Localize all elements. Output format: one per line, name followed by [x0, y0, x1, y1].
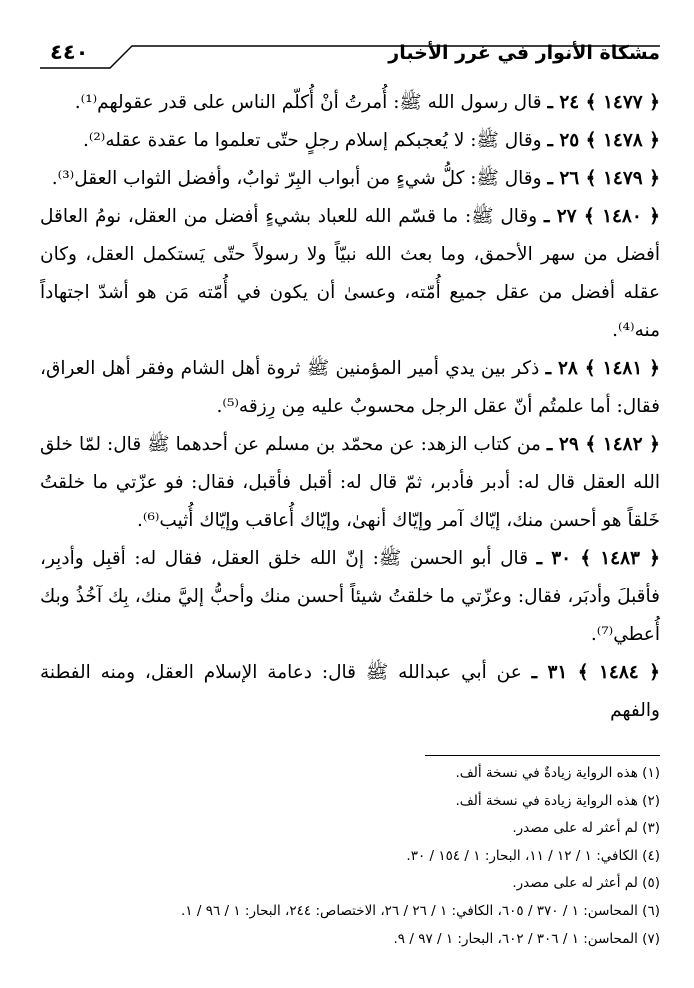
- footnote: (٥) لم أعثر له على مصدر.: [512, 875, 660, 892]
- main-text: [40, 84, 660, 730]
- hadith-entry: [40, 198, 660, 350]
- footnote: (٧) المحاسن: ١ / ٣٠٦ / ٦٠٢، البحار: ١ / ٩٧ / ٩.: [393, 930, 660, 947]
- hadith-text: وقال ﷺ: لا يُعجبكم إسلام رجلٍ حتّى تعلموا ما عقدة عقله⁽²⁾.: [82, 130, 542, 151]
- hadith-number: ﴿ ١٤٨٠ ﴾ ٢٧ ـ: [543, 206, 660, 227]
- running-title: مشكاة الأنوار في غرر الأخبار: [388, 42, 660, 64]
- hadith-text: ذكر بين يدي أمير المؤمنين ﷺ ثروة أهل الشام وفقر أهل العراق، فقال: أما علمتُم أنّ عقل الرجل محسوبٌ عليه مِن رِزقه⁽⁵⁾.: [40, 358, 660, 417]
- hadith-number: ﴿ ١٤٨٢ ﴾ ٢٩ ـ: [546, 434, 660, 455]
- hadith-number: ﴿ ١٤٧٩ ﴾ ٢٦ ـ: [547, 168, 660, 189]
- hadith-entry: [40, 426, 660, 540]
- hadith-text: وقال ﷺ: كلُّ شيءٍ من أبواب البِرّ ثوابٌ، وأفضل الثواب العقل⁽³⁾.: [51, 168, 542, 189]
- hadith-number: ﴿ ١٤٨٤ ﴾ ٣١ ـ: [531, 662, 660, 683]
- footnote: (٣) لم أعثر له على مصدر.: [512, 820, 660, 837]
- hadith-number: ﴿ ١٤٨٣ ﴾ ٣٠ ـ: [536, 548, 660, 569]
- page-number: ٤٤٠: [50, 40, 89, 64]
- hadith-text: عن أبي عبدالله ﷺ قال: دعامة الإسلام العقل، ومنه الفطنة والفهم: [40, 662, 660, 721]
- hadith-entry: [40, 122, 660, 160]
- hadith-number: ﴿ ١٤٧٨ ﴾ ٢٥ ـ: [547, 130, 660, 151]
- footnote: (١) هذه الرواية زيادةٌ في نسخة ألف.: [455, 765, 660, 781]
- hadith-entry: [40, 84, 660, 122]
- footnote-separator: [425, 755, 660, 756]
- hadith-entry: [40, 350, 660, 426]
- hadith-entry: [40, 654, 660, 730]
- page-header: [40, 38, 660, 74]
- hadith-entry: [40, 160, 660, 198]
- hadith-number: ﴿ ١٤٧٧ ﴾ ٢٤ ـ: [547, 92, 660, 113]
- footnote: (٤) الكافي: ١ / ١٢ / ١١، البحار: ١ / ١٥٤ / ٣٠.: [406, 847, 660, 864]
- hadith-entry: [40, 540, 660, 654]
- footnote: (٢) هذه الرواية زيادة في نسخة ألف.: [455, 792, 660, 809]
- hadith-text: قال رسول الله ﷺ: أُمرتُ أنْ أُكلّم الناس على قدر عقولهم⁽¹⁾.: [74, 92, 542, 113]
- footnotes: [40, 755, 660, 953]
- hadith-number: ﴿ ١٤٨١ ﴾ ٢٨ ـ: [545, 358, 660, 379]
- hadith-text: وقال ﷺ: ما قسّم الله للعباد بشيءٍ أفضل من العقل، نومُ العاقل أفضل من سهر الأحمق، وما بعث الله نبيّاً ولا رسولاً حتّى يَستكمل العقل، وكان عقله أفضل من عقل جميع أُمّته، وعسىٰ أن يكون في أُمّته مَن هو أشدّ اجتهاداً منه⁽⁴⁾.: [40, 206, 660, 341]
- hadith-text: قال أبو الحسن ﷺ: إنّ الله خلق العقل، فقال له: أقبِل وأدبِر، فأقبلَ وأدبَر، فقال: وعزّتي ما خلقتُ شيئاً أحسن منك وأحبُّ إليَّ منك، بِك آخُذُ وبك أُعطي⁽⁷⁾.: [40, 548, 660, 645]
- hadith-text: من كتاب الزهد: عن محمّد بن مسلم عن أحدهما ﷺ قال: لمّا خلق الله العقل قال له: أدبر فأدبر، ثمّ قال له: أقبل فأقبل، فقال: فو عزّتي ما خلقتُ خَلقاً هو أحسن منك، إيّاك آمر وإيّاك أنهىٰ، وإيّاك أُعاقب وإيّاك أُثيب⁽⁶⁾.: [40, 434, 660, 531]
- footnote: (٦) المحاسن: ١ / ٣٧٠ / ٦٠٥، الكافي: ١ / ٢٦ / ٢٦، الاختصاص: ٢٤٤، البحار: ١ / ٩٦ / ١.: [181, 902, 660, 919]
